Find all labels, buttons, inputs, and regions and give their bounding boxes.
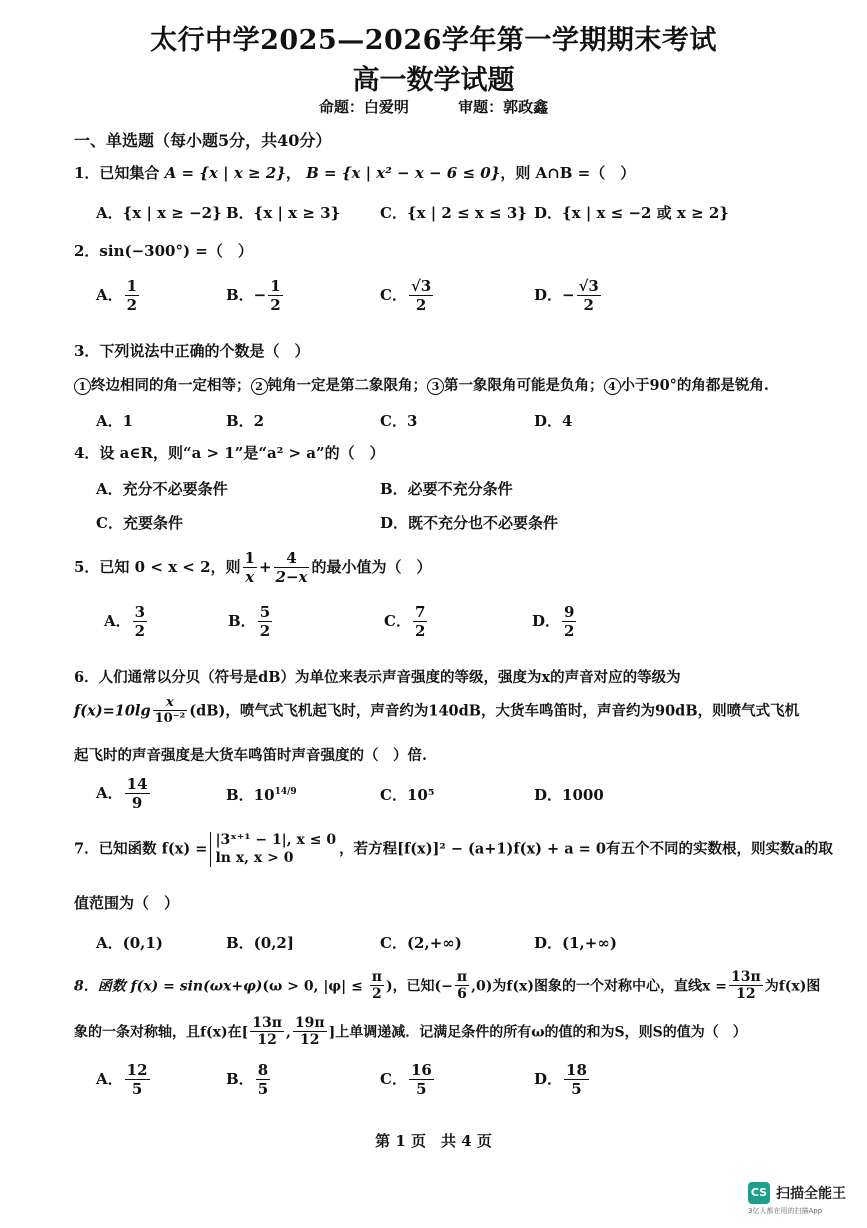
question-8-line2: 象的一条对称轴，且f(x)在[ $\frac{13\pi}{12}$ , $\frac{19\pi}{12}$ ]上单调递减．记满足条件的所有ω的值的和为S，则S的值为（ ）	[74, 1015, 747, 1049]
exam-subtitle: 高一数学试题	[352, 65, 515, 96]
circle-2-icon: 2	[251, 378, 268, 395]
question-7-line2: 值范围为（ ）	[74, 894, 180, 912]
q6-option-a: A． $\frac{14}{9}$	[96, 775, 148, 812]
q3-option-c: C．3	[380, 412, 418, 430]
q1-option-d: D．{x | x ≤ −2 或 x ≥ 2}	[534, 204, 729, 222]
q1-option-a: A．{x | x ≥ −2}	[96, 204, 222, 222]
q8-option-c: C． $\frac{16}{5}$	[380, 1061, 432, 1098]
q8-option-b: B． $\frac{8}{5}$	[226, 1061, 269, 1098]
question-6-line2: f(x)=10lg $\frac{x}{\text{10⁻²}}$ (dB)，喷气式飞机起飞时，声音约为140dB，大货车鸣笛时，声音约为90dB，则喷气式飞机	[74, 695, 800, 727]
question-5: 5．已知 0 < x < 2，则 $\frac{1}{x}$ + $\frac{4}{2-x}$ 的最小值为（ ）	[74, 549, 432, 586]
q2-option-b: B．− $\frac{1}{2}$	[226, 277, 281, 314]
q2-option-c: C． $\frac{√3}{2}$	[380, 277, 432, 314]
circle-3-icon: 3	[427, 378, 444, 395]
q1-option-b: B．{x | x ≥ 3}	[226, 204, 341, 222]
q5-option-c: C． $\frac{7}{2}$	[384, 603, 426, 640]
q8-option-a: A． $\frac{12}{5}$	[96, 1061, 148, 1098]
watermark-tagline: 3亿人都在用的扫描App	[748, 1207, 823, 1215]
q4-option-d: D．既不充分也不必要条件	[380, 514, 559, 532]
q2-option-a: A． $\frac{1}{2}$	[96, 277, 138, 314]
q3-option-b: B．2	[226, 412, 265, 430]
authors-line	[0, 96, 867, 117]
q5-option-b: B． $\frac{5}{2}$	[228, 603, 271, 640]
page-footer: 第 1 页 共 4 页	[375, 1132, 492, 1150]
q3-statements: 1 终边相同的角一定相等； 2 钝角一定是第二象限角； 3 第一象限角可能是负角； 4 小于90°的角都是锐角.	[74, 374, 769, 395]
q1-ask: ，则 A∩B =（ ）	[500, 164, 636, 182]
question-6-line3: 起飞时的声音强度是大货车鸣笛时声音强度的（ ）倍.	[74, 747, 428, 764]
question-6-line1: 6．人们通常以分贝（符号是dB）为单位来表示声音强度的等级，强度为x的声音对应的等级为	[74, 669, 681, 686]
scanner-watermark	[748, 1182, 860, 1218]
circle-1-icon: 1	[74, 378, 91, 395]
q6-option-c: C．10⁵	[380, 786, 435, 804]
section-heading: 一、单选题（每小题5分，共40分）	[74, 131, 332, 150]
q5-option-d: D． $\frac{9}{2}$	[532, 603, 575, 640]
camscanner-logo-icon: CS	[748, 1182, 770, 1204]
q7-option-b: B．(0,2]	[226, 934, 294, 952]
q3-option-d: D．4	[534, 412, 573, 430]
q1-sep: ，	[285, 164, 301, 182]
watermark-name: 扫描全能王	[776, 1186, 846, 1202]
question-3: 3．下列说法中正确的个数是（ ）	[74, 342, 310, 360]
reviewer: 审题：郭政鑫	[458, 98, 549, 116]
q1-option-c: C．{x | 2 ≤ x ≤ 3}	[380, 204, 527, 222]
q2-option-d: D．− $\frac{√3}{2}$	[534, 277, 599, 314]
q1-set-b: B = {x | x² − x − 6 ≤ 0}	[306, 164, 501, 182]
q7-option-a: A．(0,1)	[96, 934, 163, 952]
question-7-line1: 7．已知函数 f(x) = |3ˣ⁺¹ − 1|, x ≤ 0 ln x, x > 0 ，若方程[f(x)]² − (a+1)f(x) + a = 0有五个不同的实数根，则实数a的取	[74, 832, 833, 866]
q7-option-d: D．(1,+∞)	[534, 934, 617, 952]
q1-set-a: A = {x | x ≥ 2}	[164, 164, 286, 182]
q5-option-a: A． $\frac{3}{2}$	[104, 603, 146, 640]
q7-option-c: C．(2,+∞)	[380, 934, 462, 952]
question-1	[74, 162, 635, 183]
q6-option-d: D．1000	[534, 786, 604, 804]
author: 命题：白爱明	[318, 98, 409, 116]
q3-option-a: A．1	[96, 412, 134, 430]
q1-stem: 1．已知集合	[74, 164, 160, 182]
q4-option-b: B．必要不充分条件	[380, 480, 513, 498]
q8-option-d: D． $\frac{18}{5}$	[534, 1061, 587, 1098]
piecewise-definition: |3ˣ⁺¹ − 1|, x ≤ 0 ln x, x > 0	[210, 832, 336, 867]
q4-option-c: C．充要条件	[96, 514, 183, 532]
question-8-line1: 8．函数 f(x) = sin(ωx+φ)(ω > 0, |φ| ≤ $\frac{\pi}{2}$ )，已知(− $\frac{\pi}{6}$ ,0)为f(x)图象的一个对称中心，直线x = $\frac{13\pi}{12}$ 为f(x)图	[74, 969, 821, 1003]
circle-4-icon: 4	[604, 378, 621, 395]
question-2: 2．sin(−300°) =（ ）	[74, 242, 253, 260]
q4-option-a: A．充分不必要条件	[96, 480, 228, 498]
exam-title: 太行中学2025—2026学年第一学期期末考试	[150, 25, 717, 56]
question-4: 4．设 a∈R，则“a > 1”是“a² > a”的（ ）	[74, 444, 385, 462]
q6-option-b: B．$10^{14/9}$	[226, 786, 297, 804]
